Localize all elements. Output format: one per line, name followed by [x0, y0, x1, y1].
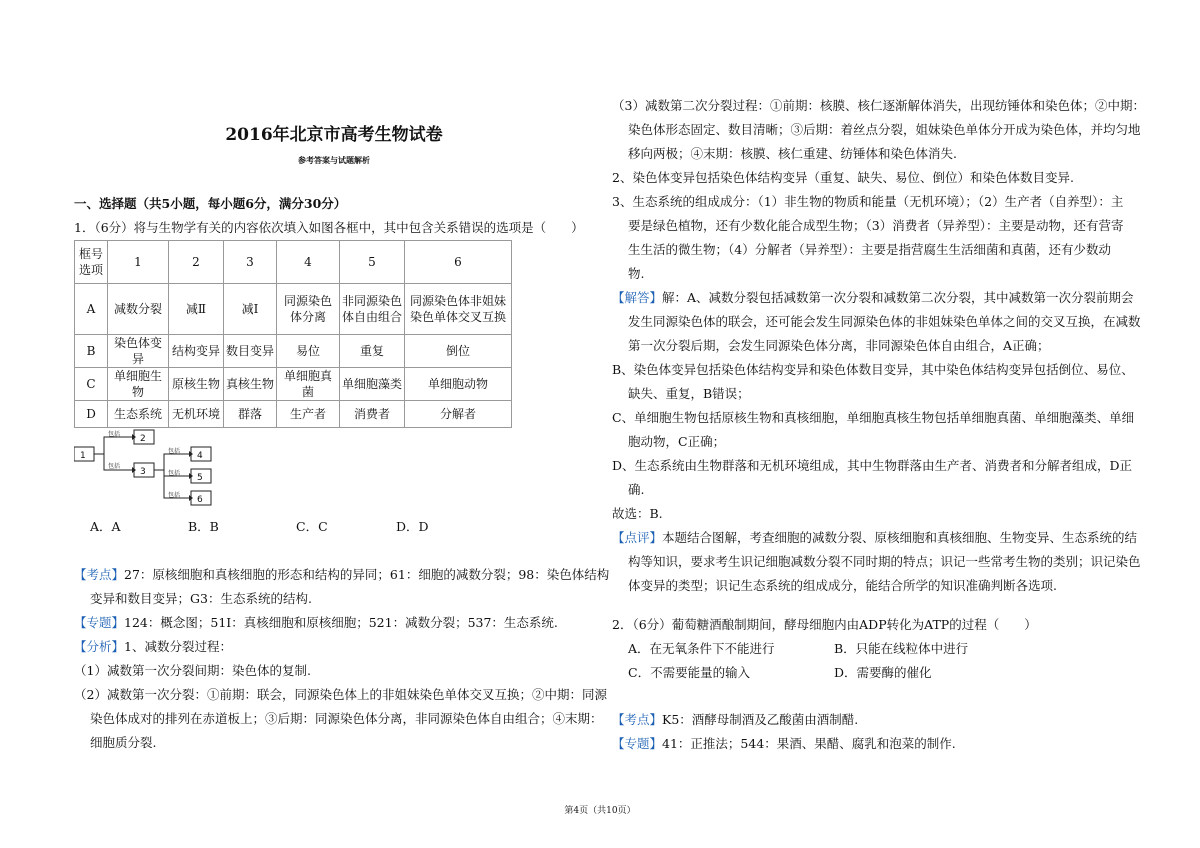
page-footer: 第4页（共10页） [564, 806, 636, 816]
q2-kaodian-tag: 【考点】 [612, 712, 663, 727]
table-cell [340, 284, 405, 335]
table-row [75, 335, 512, 368]
cell-line: 染色单体交叉互换 [409, 310, 506, 324]
cell-line: 体自由组合 [342, 310, 403, 324]
header-cell: 1 [108, 241, 169, 284]
fenxi-text: 1、减数分裂过程： [124, 639, 232, 654]
jieda-a3: 第一次分裂后期，会发生同源染色体分离，非同源染色体自由组合，A正确； [628, 338, 1050, 353]
q2-option-a: A．在无氧条件下不能进行 [628, 641, 775, 656]
cell-line: 非同源染色 [342, 294, 403, 308]
jieda-line [612, 290, 1134, 306]
diagram-label-4: 4 [197, 451, 203, 461]
q1-option-c: C．C [296, 519, 328, 534]
q1-option-b: B．B [188, 519, 219, 534]
header-cell: 2 [169, 241, 224, 284]
jieda-b2: 缺失、重复，B错误； [628, 386, 750, 401]
header-cell: 4 [277, 241, 340, 284]
fenxi-3a: 3、生态系统的组成成分：（1）非生物的物质和能量（无机环境）；（2）生产者（自养型）：主 [612, 194, 1124, 209]
jieda-c2: 胞动物，C正确； [628, 434, 726, 449]
answer-line: 故选：B. [612, 506, 663, 521]
table-cell: 消费者 [340, 401, 405, 428]
fenxi-tag: 【分析】 [74, 639, 125, 654]
table-cell: 单细胞动物 [405, 368, 512, 401]
fenxi-line-2c: 细胞质分裂. [90, 735, 157, 750]
jieda-c1: C、单细胞生物包括原核生物和真核细胞，单细胞真核生物包括单细胞真菌、单细胞藻类、单细 [612, 410, 1135, 425]
arrow-label: 包括 [108, 431, 121, 438]
diagram-arrow [94, 437, 132, 454]
fenxi-3d: 物. [628, 266, 645, 281]
table-cell: 单细胞藻类 [340, 368, 405, 401]
dianping-tag: 【点评】 [612, 530, 663, 545]
q1-option-a: A．A [90, 519, 121, 534]
option-cell: C [75, 368, 108, 401]
zhuanti-text: 124：概念图；51I：真核细胞和原核细胞；521：减数分裂；537：生态系统. [124, 615, 558, 630]
table-row [75, 284, 512, 335]
kaodian-line [74, 567, 609, 583]
fenxi-line-3a: （3）减数第二次分裂过程：①前期：核膜、核仁逐渐解体消失，出现纺锤体和染色体；②中期： [612, 98, 1145, 113]
table-cell: 无机环境 [169, 401, 224, 428]
table-cell: 染色体变异 [108, 335, 169, 368]
arrow-label: 包括 [108, 463, 121, 470]
q2-zhuanti-tag: 【专题】 [612, 736, 663, 751]
table-cell: 原核生物 [169, 368, 224, 401]
table-cell: 减数分裂 [108, 284, 169, 335]
q1-stem: 1．（6分）将与生物学有关的内容依次填入如图各框中，其中包含关系错误的选项是（ ） [74, 220, 584, 235]
arrow-label: 包括 [168, 448, 181, 455]
table-cell: 真核生物 [224, 368, 277, 401]
option-cell: D [75, 401, 108, 428]
page-title: 2016年北京市高考生物试卷 [225, 125, 443, 145]
table-cell [277, 284, 340, 335]
table-cell: 易位 [277, 335, 340, 368]
table-corner-cell [75, 241, 108, 284]
q2-zhuanti-text: 41：正推法；544：果酒、果醋、腐乳和泡菜的制作. [662, 736, 956, 751]
diagram-label-2: 2 [140, 434, 146, 444]
jieda-text: 解：A、减数分裂包括减数第一次分裂和减数第二次分裂，其中减数第一次分裂前期会 [662, 290, 1134, 305]
corner-label-bottom: 选项 [78, 263, 103, 277]
fenxi-3b: 要是绿色植物，还有少数化能合成型生物；（3）消费者（异养型）：主要是动物，还有营寄 [628, 218, 1124, 233]
q1-option-d: D．D [396, 519, 429, 534]
header-cell: 3 [224, 241, 277, 284]
q2-zhuanti-line [612, 736, 956, 752]
cell-line: 体分离 [289, 310, 326, 324]
inclusion-diagram [74, 425, 254, 510]
zhuanti-tag: 【专题】 [74, 615, 125, 630]
fenxi-line-3b: 染色体形态固定、数目清晰；③后期：着丝点分裂，姐妹染色单体分开成为染色体，并均匀地 [628, 122, 1141, 137]
jieda-tag: 【解答】 [612, 290, 663, 305]
table-cell: 减Ⅰ [224, 284, 277, 335]
table-cell: 分解者 [405, 401, 512, 428]
q2-kaodian-line [612, 712, 858, 728]
corner-label-top: 框号 [78, 247, 103, 261]
table-cell [405, 284, 512, 335]
diagram-label-6: 6 [197, 495, 203, 505]
q2-option-d: D．需要酶的催化 [834, 665, 932, 680]
dianping-text: 本题结合图解，考查细胞的减数分裂、原核细胞和真核细胞、生物变异、生态系统的结 [662, 530, 1138, 545]
q2-option-c: C．不需要能量的输入 [628, 665, 751, 680]
dianping-2: 构等知识，要求考生识记细胞减数分裂不同时期的特点；识记一些常考生物的类别；识记染色 [628, 554, 1141, 569]
section-heading: 一、选择题（共5小题，每小题6分，满分30分） [74, 196, 347, 211]
diagram-label-3: 3 [140, 467, 146, 477]
table-cell: 数目变异 [224, 335, 277, 368]
page-subtitle: 参考答案与试题解析 [298, 155, 370, 165]
jieda-d1: D、生态系统由生物群落和无机环境组成，其中生物群落由生产者、消费者和分解者组成，D正 [612, 458, 1133, 473]
kaodian-text: 27：原核细胞和真核细胞的形态和结构的异同；61：细胞的减数分裂；98：染色体结构 [124, 567, 610, 582]
kaodian-text-2: 变异和数目变异；G3：生态系统的结构. [90, 591, 312, 606]
cell-line: 同源染色体非姐妹 [409, 294, 506, 308]
fenxi-line-1: （1）减数第一次分裂间期：染色体的复制. [74, 663, 311, 678]
option-cell: B [75, 335, 108, 368]
q2-stem: 2．（6分）葡萄糖酒酿制期间，酵母细胞内由ADP转化为ATP的过程（ ） [612, 617, 1037, 632]
table-cell: 重复 [340, 335, 405, 368]
arrow-label: 包括 [168, 492, 181, 499]
q1-table [74, 240, 512, 428]
table-row [75, 401, 512, 428]
table-cell: 减Ⅱ [169, 284, 224, 335]
jieda-b1: B、染色体变异包括染色体结构变异和染色体数目变异，其中染色体结构变异包括倒位、易位、 [612, 362, 1134, 377]
jieda-d2: 确. [628, 482, 645, 497]
option-cell: A [75, 284, 108, 335]
dianping-3: 体变异的类型；识记生态系统的组成成分，能结合所学的知识准确判断各选项. [628, 578, 1057, 593]
fenxi-line-2b: 染色体成对的排列在赤道板上；③后期：同源染色体分离，非同源染色体自由组合；④末期： [90, 711, 603, 726]
table-cell: 倒位 [405, 335, 512, 368]
kaodian-tag: 【考点】 [74, 567, 125, 582]
table-cell: 单细胞真菌 [277, 368, 340, 401]
q2-option-b: B．只能在线粒体中进行 [834, 641, 969, 656]
fenxi-2: 2、染色体变异包括染色体结构变异（重复、缺失、易位、倒位）和染色体数目变异. [612, 170, 1074, 185]
table-cell: 单细胞生物 [108, 368, 169, 401]
dianping-line [612, 530, 1137, 546]
fenxi-line-2a: （2）减数第一次分裂：①前期：联会，同源染色体上的非姐妹染色单体交叉互换；②中期：同源 [74, 687, 607, 702]
table-row [75, 368, 512, 401]
header-cell: 6 [405, 241, 512, 284]
diagram-arrow [154, 454, 189, 470]
table-cell: 结构变异 [169, 335, 224, 368]
q2-kaodian-text: K5：酒酵母制酒及乙酸菌由酒制醋. [662, 712, 859, 727]
table-cell: 生态系统 [108, 401, 169, 428]
fenxi-3c: 生生活的微生物；（4）分解者（异养型）：主要是指营腐生生活细菌和真菌，还有少数动 [628, 242, 1111, 257]
diagram-label-5: 5 [197, 473, 203, 483]
diagram-label-1: 1 [80, 451, 86, 461]
table-cell: 生产者 [277, 401, 340, 428]
zhuanti-line [74, 615, 558, 631]
fenxi-line-3c: 移向两极；④末期：核膜、核仁重建、纺锤体和染色体消失. [628, 146, 957, 161]
cell-line: 同源染色 [283, 294, 332, 308]
table-cell: 群落 [224, 401, 277, 428]
header-cell: 5 [340, 241, 405, 284]
jieda-a2: 发生同源染色体的联会，还可能会发生同源染色体的非姐妹染色单体之间的交叉互换，在减数 [628, 314, 1141, 329]
fenxi-line [74, 639, 232, 655]
arrow-label: 包括 [168, 470, 181, 477]
table-header-row [75, 241, 512, 284]
